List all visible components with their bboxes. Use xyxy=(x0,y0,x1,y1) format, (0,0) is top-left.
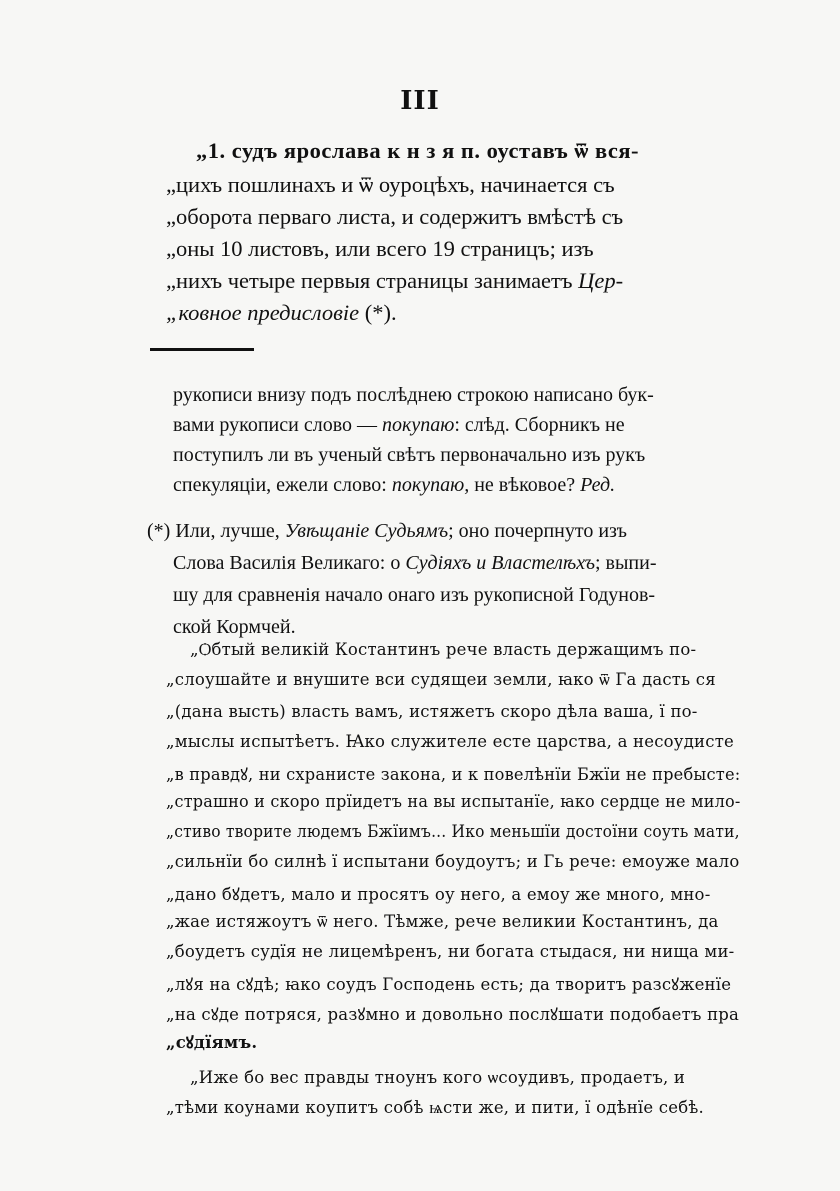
slavonic-line-14: „сꙋдїямъ. xyxy=(166,1033,258,1052)
main-line-1: „1. судъ ярослава к н з я п. оуставъ ѿ вся- xyxy=(196,138,640,163)
footnote-prev-line-1: рукописи внизу подъ послѣднею строкою написано бук- xyxy=(173,384,654,406)
footnote-prev-line-2: вами рукописи слово — покупаю: слѣд. Сборникъ не xyxy=(173,414,625,436)
footnote-separator xyxy=(150,348,254,351)
slavonic-line-11: „боудетъ судїя не лицемѣренъ, ни богата стыдася, ни нища ми- xyxy=(166,942,735,961)
slavonic-line-5: „в правдꙋ, ни схранисте закона, и к повелѣнїи Бжїи не пребысте: xyxy=(166,765,741,784)
slavonic-line-16: „тѣми коунами коупитъ собѣ ѩсти же, и пити, ї одѣнїе себѣ. xyxy=(166,1098,704,1117)
slavonic-line-13: „на сꙋде потряся, разꙋмно и довольно послꙋшати подобаетъ пра xyxy=(166,1005,740,1024)
main-line-5: „нихъ четыре первыя страницы занимаетъ Цер- xyxy=(166,268,624,293)
slavonic-line-6: „страшно и скоро прїидетъ на вы испытанїе, ꙗко сердце не мило- xyxy=(166,792,741,811)
slavonic-line-7: „стиво творите людемъ Бжїимъ... Ико меньшїи достоїни соуть мати, xyxy=(166,822,740,841)
slavonic-line-9: „дано бꙋдетъ, мало и просятъ оу него, а емоу же много, мно- xyxy=(166,885,711,904)
slavonic-line-3: „(дана высть) власть вамъ, истяжетъ скоро дѣла ваша, ї по- xyxy=(166,702,698,721)
main-line-2: „цихъ пошлинахъ и ѿ оуроцѣхъ, начинается съ xyxy=(166,172,615,197)
slavonic-line-10: „жае истяжоутъ ѿ него. Тѣмже, рече великии Костантинъ, да xyxy=(166,912,719,931)
footnote-prev-line-4: спекуляціи, ежели слово: покупаю, не вѣковое? Ред. xyxy=(173,474,616,496)
footnote-star-line-3: шу для сравненія начало онаго изъ рукописной Годунов- xyxy=(173,584,656,606)
page-number: III xyxy=(400,86,440,116)
slavonic-line-12: „лꙋя на сꙋдѣ; ꙗко соудъ Господень есть; да творитъ разсꙋженїе xyxy=(166,975,732,994)
slavonic-line-4: „мыслы испытѣетъ. Ꙗко служителе есте царства, а несоудисте xyxy=(166,732,734,751)
slavonic-line-8: „сильнїи бо силнѣ ї испытани боудоутъ; и Гь рече: емоуже мало xyxy=(166,852,740,871)
footnote-prev-line-3: поступилъ ли въ ученый свѣтъ первоначально изъ рукъ xyxy=(173,444,646,466)
slavonic-line-15: „Иже бо вес правды тноунъ кого ѡсоудивъ, продаетъ, и xyxy=(190,1068,686,1087)
main-line-5-italic: Цер- xyxy=(578,268,624,293)
main-line-3: „оборота перваго листа, и содержитъ вмѣстѣ съ xyxy=(166,204,624,229)
main-line-4: „оны 10 листовъ, или всего 19 страницъ; изъ xyxy=(166,236,594,261)
footnote-star-line-1: (*) Или, лучше, Увѣщаніе Судьямъ; оно почерпнуто изъ xyxy=(147,520,627,542)
slavonic-line-1: „Ѻбтый великій Костантинъ рече власть держащимъ по- xyxy=(190,640,697,659)
slavonic-line-2: „слоушайте и внушите вси судящеи земли, ꙗко ѿ Га дасть ся xyxy=(166,670,716,689)
main-line-6: „ковное предисловіе (*). xyxy=(166,300,397,325)
footnote-star-line-4: ской Кормчей. xyxy=(173,616,296,638)
footnote-star-line-2: Слова Василія Великаго: о Судіяхъ и Властелѣхъ; выпи- xyxy=(173,552,657,574)
main-line-6-italic: „ковное предисловіе xyxy=(166,300,360,325)
